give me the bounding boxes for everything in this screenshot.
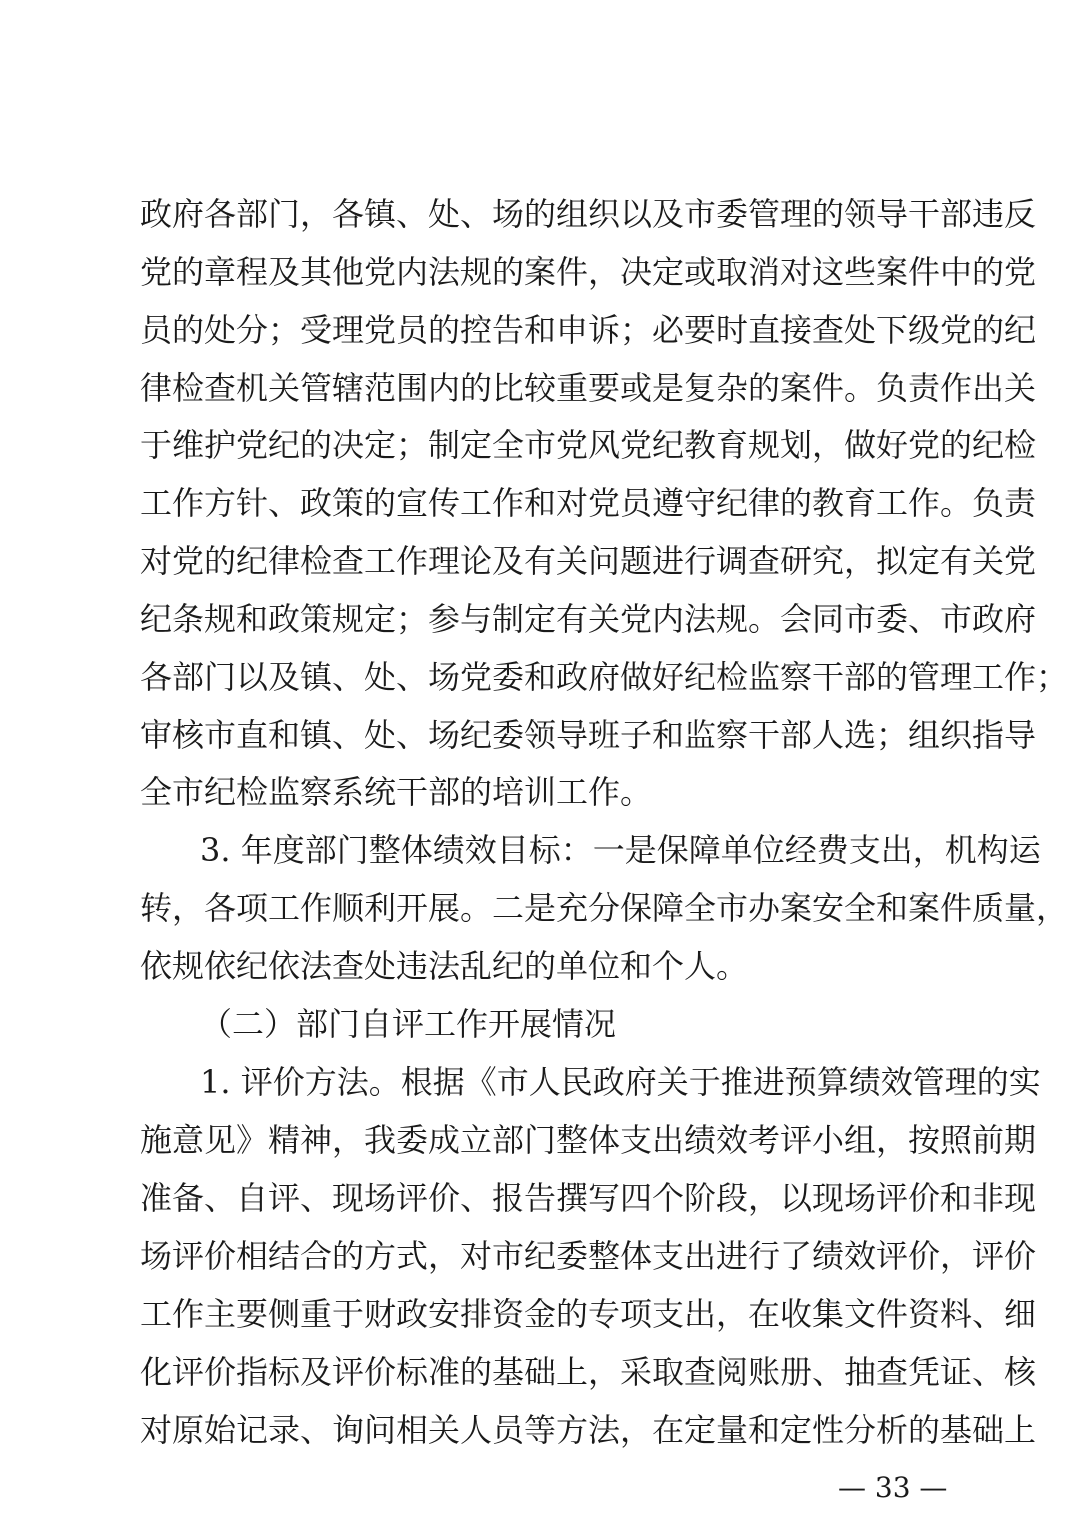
- text-line: 准备、自评、现场评价、报告撰写四个阶段，以现场评价和非现: [140, 1179, 1037, 1217]
- section-heading: （二）部门自评工作开展情况: [200, 1005, 617, 1043]
- text-line: 党的章程及其他党内法规的案件，决定或取消对这些案件中的党: [140, 253, 1037, 291]
- text-line: 政府各部门，各镇、处、场的组织以及市委管理的领导干部违反: [140, 195, 1037, 233]
- text-line: 场评价相结合的方式，对市纪委整体支出进行了绩效评价，评价: [140, 1237, 1037, 1275]
- text-line: 转，各项工作顺利开展。二是充分保障全市办案安全和案件质量，: [140, 889, 1069, 927]
- text-line: 施意见》精神，我委成立部门整体支出绩效考评小组，按照前期: [140, 1121, 1037, 1159]
- text-line: 对党的纪律检查工作理论及有关问题进行调查研究，拟定有关党: [140, 542, 1037, 580]
- text-line: 依规依纪依法查处违法乱纪的单位和个人。: [140, 947, 749, 985]
- text-line: 1. 评价方法。根据《市人民政府关于推进预算绩效管理的实: [200, 1063, 1041, 1101]
- text-line: 工作主要侧重于财政安排资金的专项支出，在收集文件资料、细: [140, 1295, 1037, 1333]
- text-line: 工作方针、政策的宣传工作和对党员遵守纪律的教育工作。负责: [140, 484, 1037, 522]
- text-line: 于维护党纪的决定；制定全市党风党纪教育规划，做好党的纪检: [140, 426, 1037, 464]
- text-line: 3. 年度部门整体绩效目标：一是保障单位经费支出，机构运: [200, 831, 1041, 869]
- text-line: 员的处分；受理党员的控告和申诉；必要时直接查处下级党的纪: [140, 311, 1037, 349]
- text-line: 对原始记录、询问相关人员等方法，在定量和定性分析的基础上: [140, 1411, 1037, 1449]
- text-line: 审核市直和镇、处、场纪委领导班子和监察干部人选；组织指导: [140, 716, 1037, 754]
- text-line: 纪条规和政策规定；参与制定有关党内法规。会同市委、市政府: [140, 600, 1037, 638]
- text-line: 化评价指标及评价标准的基础上，采取查阅账册、抽查凭证、核: [140, 1353, 1037, 1391]
- text-line: 全市纪检监察系统干部的培训工作。: [140, 773, 653, 811]
- page-number: — 33 —: [838, 1471, 948, 1504]
- text-line: 各部门以及镇、处、场党委和政府做好纪检监察干部的管理工作；: [140, 658, 1069, 696]
- text-line: 律检查机关管辖范围内的比较重要或是复杂的案件。负责作出关: [140, 369, 1037, 407]
